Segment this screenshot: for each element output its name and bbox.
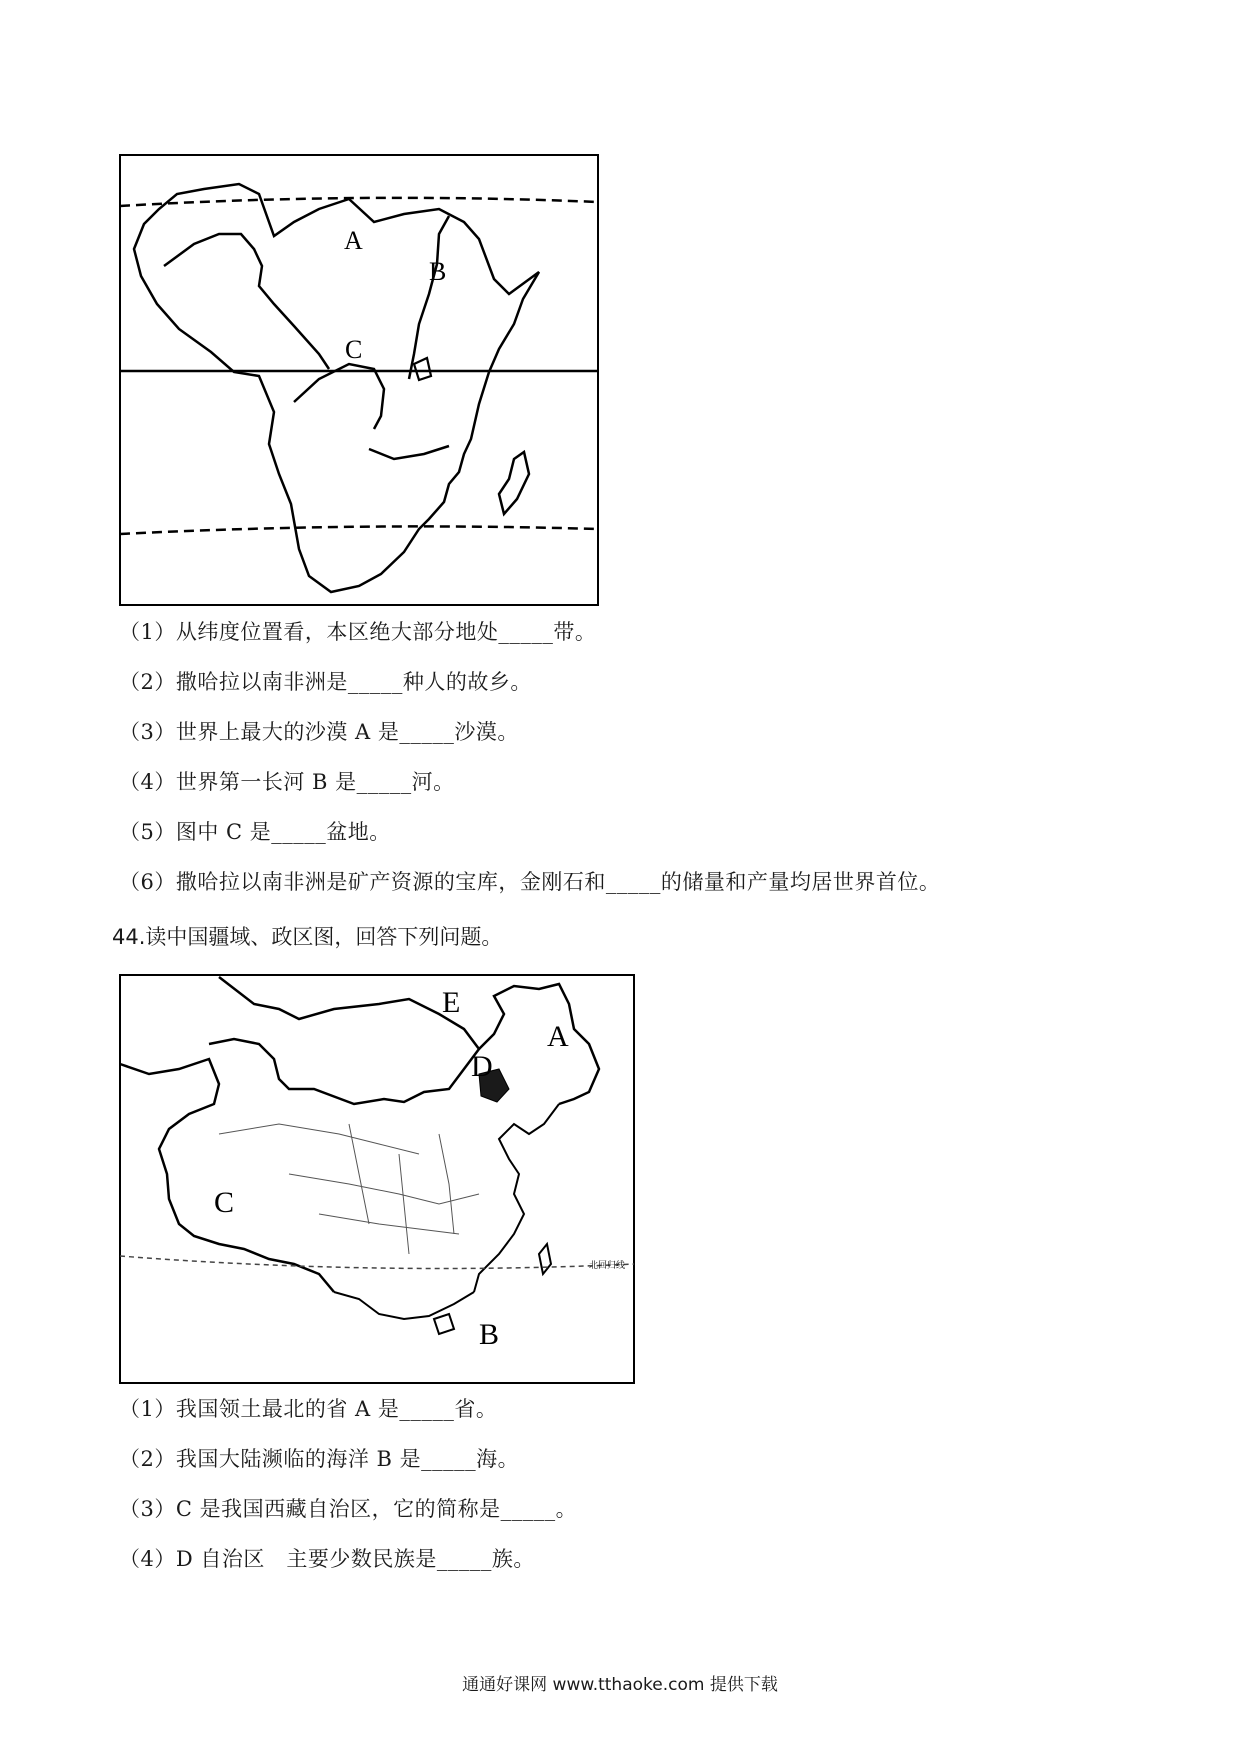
page-footer: 通通好课网 www.tthaoke.com 提供下载 (462, 1675, 778, 1695)
map-label-d: D (471, 1050, 493, 1083)
question-2-4: （4）D 自治区 主要少数民族是_____族。 (119, 1547, 535, 1571)
mongolia-border (209, 977, 479, 1104)
lake-victoria (414, 358, 431, 380)
question-2-1: （1）我国领土最北的省 A 是_____省。 (119, 1397, 498, 1421)
question-44-heading: 44.读中国疆域、政区图，回答下列问题。 (112, 925, 503, 949)
question-1-1: （1）从纬度位置看，本区绝大部分地处_____带。 (119, 620, 597, 644)
question-2-3: （3）C 是我国西藏自治区，它的简称是_____。 (119, 1497, 578, 1521)
madagascar (499, 452, 529, 514)
question-2-2: （2）我国大陆濒临的海洋 B 是_____海。 (119, 1447, 520, 1471)
question-1-5: （5）图中 C 是_____盆地。 (119, 820, 391, 844)
zambezi-river (369, 446, 449, 459)
tropic-south-line (120, 526, 598, 534)
china-west-border (120, 1059, 334, 1292)
map-label-b: B (429, 257, 447, 286)
question-1-4: （4）世界第一长河 B 是_____河。 (119, 770, 455, 794)
africa-map (119, 154, 599, 606)
africa-coastline (134, 184, 539, 592)
map-label-c: C (214, 1186, 235, 1219)
taiwan-island (539, 1244, 551, 1274)
china-south-border (334, 1292, 474, 1319)
tropic-of-cancer-label: 北回归线 (589, 1260, 626, 1270)
china-coastline (474, 1104, 559, 1292)
map-label-e: E (442, 986, 461, 1019)
nile-river (409, 216, 449, 379)
map-label-a: A (547, 1020, 569, 1053)
question-1-2: （2）撒哈拉以南非洲是_____种人的故乡。 (119, 670, 532, 694)
province-lines (219, 1124, 479, 1254)
tropic-of-cancer-line (120, 1256, 634, 1269)
niger-river (164, 234, 329, 369)
congo-river (294, 364, 384, 429)
map-label-b: B (479, 1318, 500, 1351)
tropic-north-line (120, 198, 598, 206)
china-map (119, 974, 635, 1384)
map-frame (120, 155, 598, 605)
map-label-a: A (344, 226, 363, 255)
question-1-3: （3）世界上最大的沙漠 A 是_____沙漠。 (119, 720, 519, 744)
question-1-6: （6）撒哈拉以南非洲是矿产资源的宝库，金刚石和_____的储量和产量均居世界首位。 (119, 870, 941, 894)
map-label-c: C (345, 335, 363, 364)
hainan-island (434, 1314, 454, 1334)
